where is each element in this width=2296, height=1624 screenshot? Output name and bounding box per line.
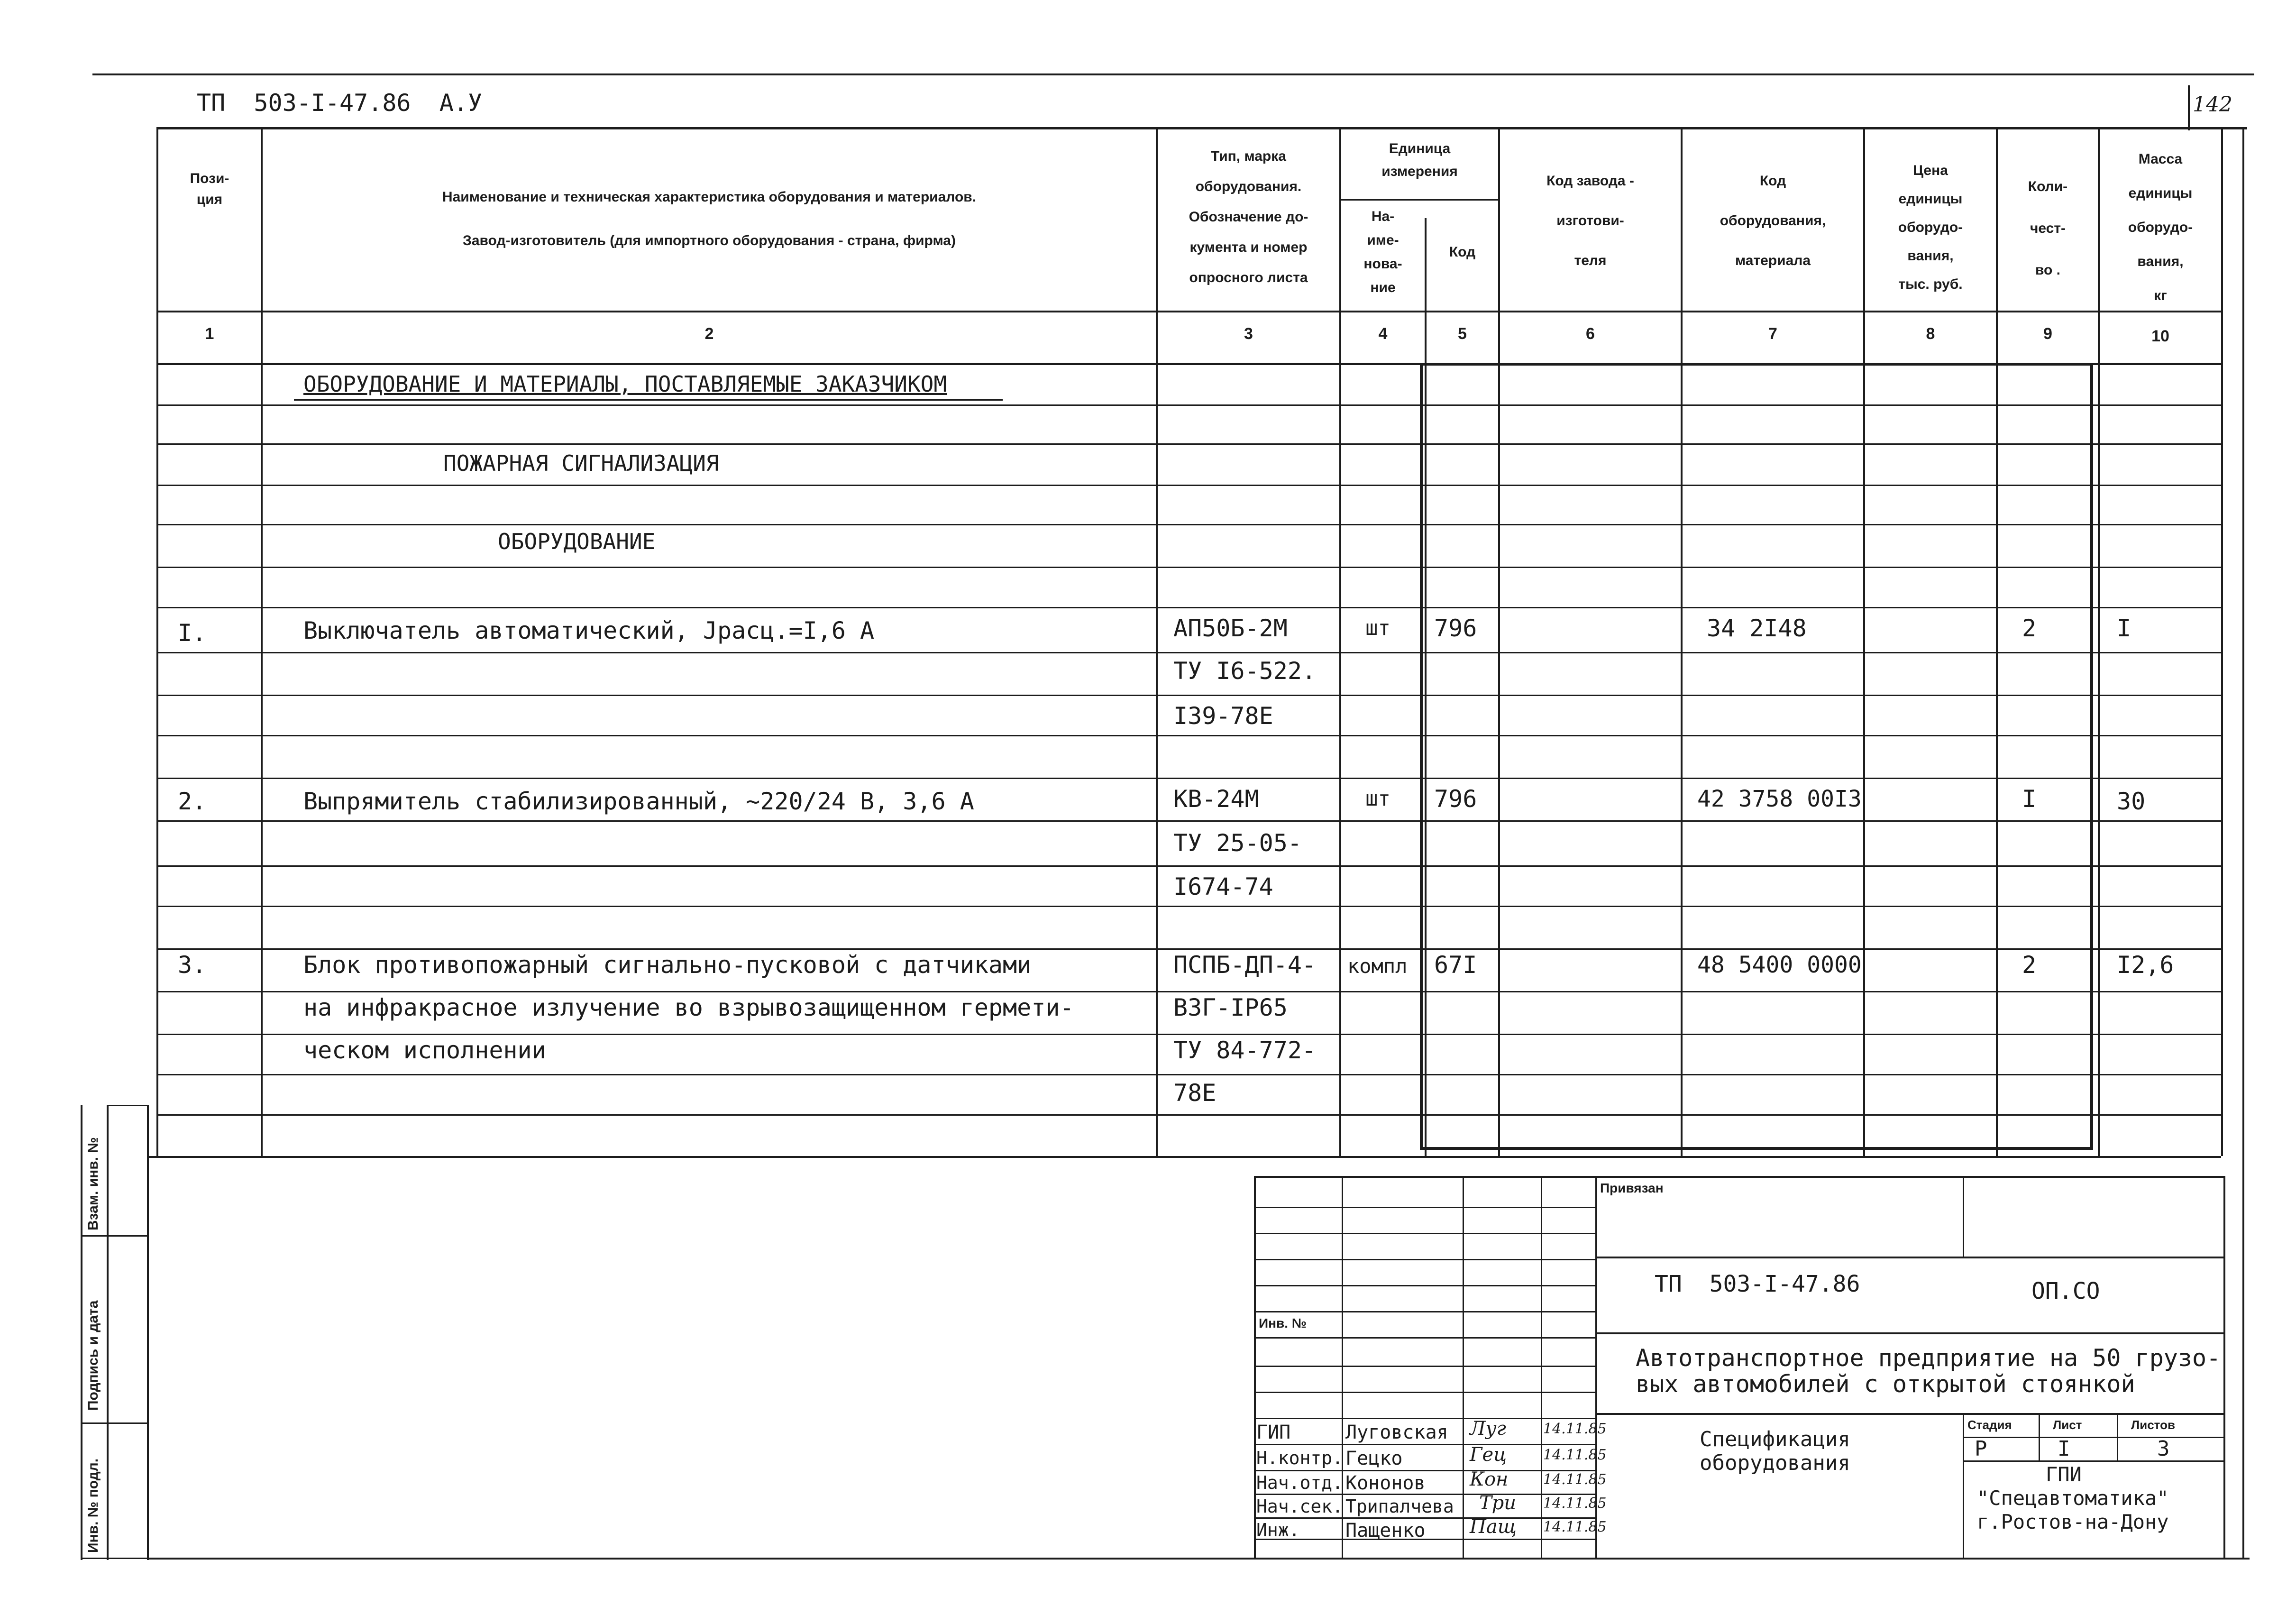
col-number: 7 bbox=[1768, 325, 1777, 343]
header-pos: Пози- ция bbox=[190, 171, 229, 207]
title-block-row bbox=[1254, 1366, 1595, 1367]
row-line bbox=[156, 404, 2221, 406]
col-line-1 bbox=[261, 127, 263, 1156]
row-line bbox=[156, 865, 2221, 867]
role-label: Нач.отд. bbox=[1256, 1472, 1344, 1493]
side-stamp-line bbox=[81, 1422, 147, 1424]
col-number: 1 bbox=[205, 325, 214, 343]
table-bottom-line bbox=[147, 1156, 2221, 1158]
row-line bbox=[156, 735, 2221, 736]
stage-value: Р bbox=[1975, 1437, 1987, 1461]
item-name: ческом исполнении bbox=[303, 1037, 546, 1064]
header-mass: Масса единицы оборудо- вания, кг bbox=[2128, 151, 2193, 303]
title-block-line bbox=[1963, 1437, 2223, 1438]
side-stamp-line bbox=[81, 1105, 82, 1560]
item-equip-code: 48 5400 0000 bbox=[1697, 952, 1862, 978]
title-sheet-code: ОП.СО bbox=[2031, 1278, 2100, 1304]
section-header-supplied: ОБОРУДОВАНИЕ И МАТЕРИАЛЫ, ПОСТАВЛЯЕМЫЕ ЗАКАЗЧИКОМ bbox=[303, 371, 947, 397]
item-unit-code: 796 bbox=[1434, 785, 1477, 813]
item-name: Выпрямитель стабилизированный, ~220/24 В, 3,6 А bbox=[303, 788, 974, 815]
side-stamp-line bbox=[81, 1558, 147, 1559]
col-number: 10 bbox=[2151, 327, 2169, 345]
item-mass: I2,6 bbox=[2117, 951, 2174, 979]
section-underline bbox=[294, 399, 1003, 401]
sheet-label: Лист bbox=[2053, 1418, 2082, 1432]
signature: Пащ bbox=[1470, 1516, 1517, 1538]
item-equip-code: 34 2I48 bbox=[1707, 615, 1807, 642]
header-equip-code: Код оборудования, материала bbox=[1720, 173, 1826, 268]
title-block-line bbox=[1595, 1413, 2223, 1415]
side-stamp-line bbox=[107, 1105, 109, 1560]
row-line bbox=[156, 906, 2221, 907]
item-name: Выключатель автоматический, Jрасц.=I,6 А bbox=[303, 617, 875, 644]
side-stamp-line bbox=[107, 1105, 147, 1106]
row-line bbox=[156, 485, 2221, 486]
row-line bbox=[156, 443, 2221, 445]
header-bottom-line bbox=[156, 311, 2221, 312]
item-unit-code: 67I bbox=[1434, 951, 1477, 979]
item-type: I674-74 bbox=[1173, 873, 1273, 900]
title-block-line bbox=[2117, 1413, 2118, 1460]
title-block-line bbox=[1963, 1460, 2223, 1462]
role-label: Н.контр. bbox=[1256, 1448, 1344, 1468]
row-line bbox=[156, 695, 2221, 696]
col-number: 5 bbox=[1458, 325, 1467, 343]
org-line: г.Ростов-на-Дону bbox=[1977, 1510, 2169, 1533]
row-line bbox=[156, 1074, 2221, 1075]
item-type: ТУ 84-772- bbox=[1173, 1037, 1317, 1064]
sheet-value: I bbox=[2058, 1437, 2070, 1461]
title-block-line bbox=[2223, 1176, 2225, 1558]
role-label: ГИП bbox=[1256, 1422, 1291, 1443]
title-block-line bbox=[1963, 1176, 1964, 1257]
item-pos: I. bbox=[178, 619, 207, 647]
signature: Гец bbox=[1470, 1444, 1507, 1466]
item-type: ВЗГ-IР65 bbox=[1173, 994, 1288, 1021]
header-unit-code: Код bbox=[1449, 244, 1476, 260]
item-mass: I bbox=[2117, 615, 2131, 642]
corner-box-line bbox=[2188, 85, 2190, 130]
item-type: ТУ I6-522. bbox=[1173, 657, 1317, 685]
col-number: 4 bbox=[1378, 325, 1388, 343]
role-label: Нач.сек. bbox=[1256, 1496, 1344, 1517]
col-number: 9 bbox=[2043, 325, 2052, 343]
doc-code-top: ТП 503-I-47.86 А.У bbox=[197, 89, 483, 117]
sheet-corner-number: 142 bbox=[2193, 92, 2232, 117]
item-unit: компл bbox=[1347, 954, 1408, 978]
header-qty: Коли- чест- во . bbox=[2028, 179, 2068, 278]
row-line bbox=[156, 607, 2221, 608]
table-top-line bbox=[156, 127, 2247, 129]
col-number: 3 bbox=[1244, 325, 1253, 343]
header-plant-code: Код завода - изготови- теля bbox=[1546, 173, 1634, 268]
item-qty: 2 bbox=[2022, 615, 2037, 642]
side-stamp-line bbox=[81, 1235, 147, 1237]
item-qty: I bbox=[2022, 785, 2037, 813]
header-price: Цена единицы оборудо- вания, тыс. руб. bbox=[1898, 163, 1963, 292]
col-number: 8 bbox=[1926, 325, 1935, 343]
privyazan-label: Привязан bbox=[1600, 1181, 1664, 1195]
sign-date: 14.11.85 bbox=[1543, 1519, 1607, 1535]
col-number: 6 bbox=[1586, 325, 1595, 343]
signature: Кон bbox=[1470, 1468, 1509, 1490]
row-line bbox=[156, 948, 2221, 950]
person-name: Луговская bbox=[1345, 1422, 1448, 1443]
header-unit-name: На- име- нова- ние bbox=[1363, 209, 1402, 295]
sign-date: 14.11.85 bbox=[1543, 1471, 1607, 1488]
item-mass: 30 bbox=[2117, 788, 2146, 815]
side-label-signature: Подпись и дата bbox=[85, 1300, 101, 1411]
item-name: Блок противопожарный сигнально-пусковой с датчиками bbox=[303, 951, 1032, 979]
org-line: ГПИ bbox=[2046, 1463, 2082, 1486]
org-line: "Спецавтоматика" bbox=[1977, 1486, 2169, 1510]
item-unit: шт bbox=[1365, 616, 1390, 640]
title-doc-title: Спецификация bbox=[1700, 1427, 1850, 1451]
item-pos: 3. bbox=[178, 951, 207, 979]
sheets-value: 3 bbox=[2157, 1437, 2170, 1461]
section-header-fire-alarm: ПОЖАРНАЯ СИГНАЛИЗАЦИЯ bbox=[443, 450, 719, 476]
title-block-row bbox=[1254, 1207, 1595, 1208]
person-name: Гецко bbox=[1345, 1448, 1403, 1469]
header-name: Наименование и техническая характеристика оборудования и материалов. Завод-изготовитель (для импортного оборудования - страна, фирма) bbox=[442, 189, 977, 248]
unit-sub-line bbox=[1339, 199, 1498, 201]
row-line bbox=[156, 991, 2221, 992]
row-line bbox=[156, 778, 2221, 779]
title-block-row bbox=[1254, 1259, 1595, 1260]
item-name: на инфракрасное излучение во взрывозащищенном гермети- bbox=[303, 994, 1074, 1021]
col-number: 2 bbox=[704, 325, 714, 343]
side-stamp-line bbox=[147, 1105, 149, 1560]
item-type: I39-78Е bbox=[1173, 702, 1273, 730]
item-qty: 2 bbox=[2022, 951, 2037, 979]
stage-label: Стадия bbox=[1967, 1418, 2012, 1432]
row-line bbox=[156, 1114, 2221, 1116]
title-block-row bbox=[1254, 1285, 1595, 1286]
title-block-line bbox=[1254, 1176, 2223, 1178]
page-bottom-line bbox=[147, 1558, 2250, 1560]
title-block-row bbox=[1254, 1444, 1595, 1445]
signature: Луг bbox=[1470, 1418, 1506, 1440]
row-line bbox=[156, 1034, 2221, 1035]
col-line-0 bbox=[156, 127, 158, 1156]
role-label: Инж. bbox=[1256, 1520, 1300, 1541]
title-block-row bbox=[1254, 1418, 1595, 1419]
item-type: КВ-24М bbox=[1173, 785, 1259, 813]
title-project-line: вых автомобилей с открытой стоянкой bbox=[1636, 1370, 2135, 1398]
item-unit: шт bbox=[1365, 787, 1390, 811]
row-line bbox=[156, 820, 2221, 822]
title-block-row bbox=[1254, 1392, 1595, 1393]
row-line bbox=[156, 524, 2221, 525]
side-label-inventory: Инв. № подл. bbox=[85, 1458, 101, 1553]
thick-inner-frame bbox=[1420, 363, 2093, 1150]
title-block-row bbox=[1254, 1233, 1595, 1234]
title-project-line: Автотранспортное предприятие на 50 грузо- bbox=[1636, 1344, 2221, 1372]
inv-no-label: Инв. № bbox=[1259, 1316, 1307, 1330]
title-block-line bbox=[1595, 1332, 2223, 1334]
title-doc-title: оборудования bbox=[1700, 1451, 1850, 1475]
item-unit-code: 796 bbox=[1434, 615, 1477, 642]
item-pos: 2. bbox=[178, 788, 207, 815]
row-line bbox=[156, 567, 2221, 568]
item-type: ТУ 25-05- bbox=[1173, 829, 1302, 857]
sign-date: 14.11.85 bbox=[1543, 1495, 1607, 1512]
item-type: ПСПБ-ДП-4- bbox=[1173, 951, 1317, 979]
sign-date: 14.11.85 bbox=[1543, 1447, 1607, 1463]
title-block-line bbox=[2039, 1413, 2040, 1460]
signature: Три bbox=[1479, 1492, 1517, 1514]
title-block-line bbox=[1963, 1413, 1964, 1558]
section-header-equipment: ОБОРУДОВАНИЕ bbox=[498, 529, 656, 554]
side-label-replaced: Взам. инв. № bbox=[85, 1137, 101, 1230]
title-block-line bbox=[1595, 1257, 2223, 1258]
item-equip-code: 42 3758 00I3 bbox=[1697, 786, 1862, 812]
item-type: 78Е bbox=[1173, 1079, 1217, 1107]
sheets-label: Листов bbox=[2131, 1418, 2175, 1432]
title-block-row bbox=[1254, 1311, 1595, 1312]
person-name: Пащенко bbox=[1345, 1520, 1426, 1541]
col-line-10 bbox=[2221, 127, 2223, 1156]
header-unit-group: Единица измерения bbox=[1381, 141, 1458, 179]
title-doc-code: ТП 503-I-47.86 bbox=[1655, 1271, 1860, 1297]
person-name: Кононов bbox=[1345, 1472, 1426, 1494]
sign-date: 14.11.85 bbox=[1543, 1421, 1607, 1437]
right-frame-line bbox=[2242, 127, 2244, 1559]
person-name: Трипалчева bbox=[1345, 1496, 1454, 1517]
item-type: АП50Б-2М bbox=[1173, 615, 1288, 642]
row-line bbox=[156, 652, 2221, 653]
header-type: Тип, марка оборудования. Обозначение до- кумента и номер опросного листа bbox=[1189, 148, 1308, 285]
top-border-line bbox=[92, 73, 2254, 75]
title-block-row bbox=[1254, 1337, 1595, 1339]
